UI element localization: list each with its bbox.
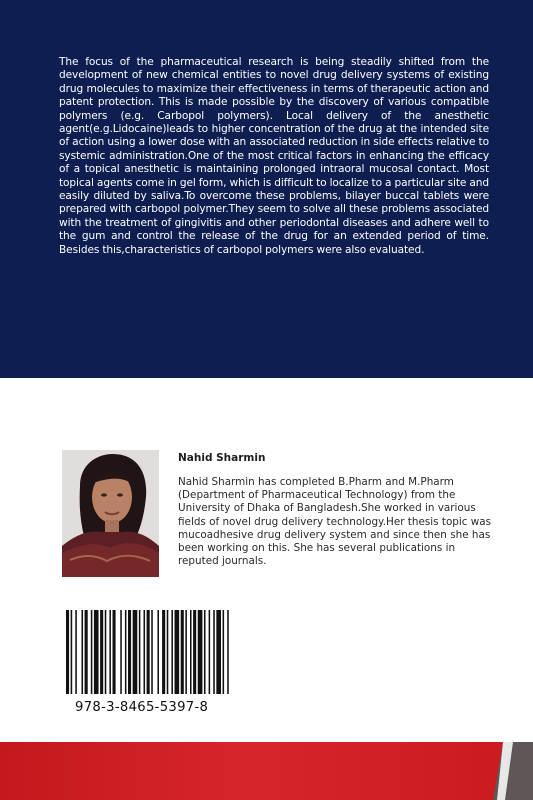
barcode-bar: [105, 610, 107, 694]
barcode-bar: [100, 610, 103, 694]
barcode-bar: [133, 610, 138, 694]
barcode-bar: [213, 610, 215, 694]
barcode-bar: [144, 610, 146, 694]
bottom-color-band: [0, 742, 533, 800]
barcode-bar: [181, 610, 184, 694]
blurb-panel: [0, 0, 533, 378]
barcode-bar: [227, 610, 229, 694]
publisher-mark-icon: [453, 742, 533, 800]
barcode-bar: [91, 610, 93, 694]
barcode-bar: [151, 610, 153, 694]
barcode-bar: [190, 610, 192, 694]
barcode-bar: [75, 610, 77, 694]
barcode-bar: [223, 610, 225, 694]
barcode-bar: [66, 610, 69, 694]
barcode-bar: [147, 610, 150, 694]
barcode-bar: [71, 610, 73, 694]
barcode-bar: [128, 610, 131, 694]
barcode-bar: [157, 610, 159, 694]
barcode-bar: [94, 610, 99, 694]
author-portrait-icon: [62, 450, 159, 577]
author-name: Nahid Sharmin: [178, 452, 266, 464]
isbn-number: 978-3-8465-5397-8: [75, 700, 209, 715]
barcode-bar: [185, 610, 187, 694]
author-photo: [62, 450, 159, 577]
barcode-bar: [85, 610, 88, 694]
author-bio: Nahid Sharmin has completed B.Pharm and M.Pharm (Department of Pharmaceutical Technology) from the University of Dhaka of Bangladesh.She worked in various fields of novel drug delivery technology.Her thesis topic was mucoadhesive drug delivery system and since then she has been working on this. She has several publications in reputed journals.: [178, 476, 492, 568]
barcode-bar: [216, 610, 221, 694]
barcode-bar: [113, 610, 116, 694]
barcode-icon: [62, 610, 232, 694]
isbn-barcode: [62, 610, 232, 694]
barcode-bar: [82, 610, 84, 694]
barcode-bar: [209, 610, 211, 694]
barcode-bar: [162, 610, 165, 694]
barcode-bar: [167, 610, 169, 694]
barcode-bar: [198, 610, 203, 694]
barcode-bar: [120, 610, 122, 694]
barcode-bar: [204, 610, 206, 694]
barcode-bar: [125, 610, 127, 694]
barcode-bar: [175, 610, 180, 694]
barcode-bar: [193, 610, 196, 694]
book-blurb: The focus of the pharmaceutical research is being steadily shifted from the development of new chemical entities to novel drug delivery systems of existing drug molecules to maximize their effectiveness in terms of therapeutic action and patent protection. This is made possible by the discovery of various compatible polymers (e.g. Carbopol polymers). Local delivery of the anesthetic agent(e.g.Lidocaine)leads to higher concentration of the drug at the intended site of action using a lower dose with an associated reduction in side effects relative to systemic administration.One of the most critical factors in enhancing the efficacy of a topical anesthetic is maintaining prolonged intraoral mucosal contact. Most topical agents come in gel form, which is difficult to localize to a particular site and easily diluted by saliva.To overcome these problems, bilayer buccal tablets were prepared with carbopol polymer.They seem to solve all these problems associated with the treatment of gingivitis and other periodontal diseases and adhere well to the gum and control the release of the drug for an extended period of time. Besides this,characteristics of carbopol polymers were also evaluated.: [59, 56, 490, 256]
barcode-bar: [109, 610, 111, 694]
barcode-bar: [171, 610, 173, 694]
barcode-bar: [139, 610, 141, 694]
